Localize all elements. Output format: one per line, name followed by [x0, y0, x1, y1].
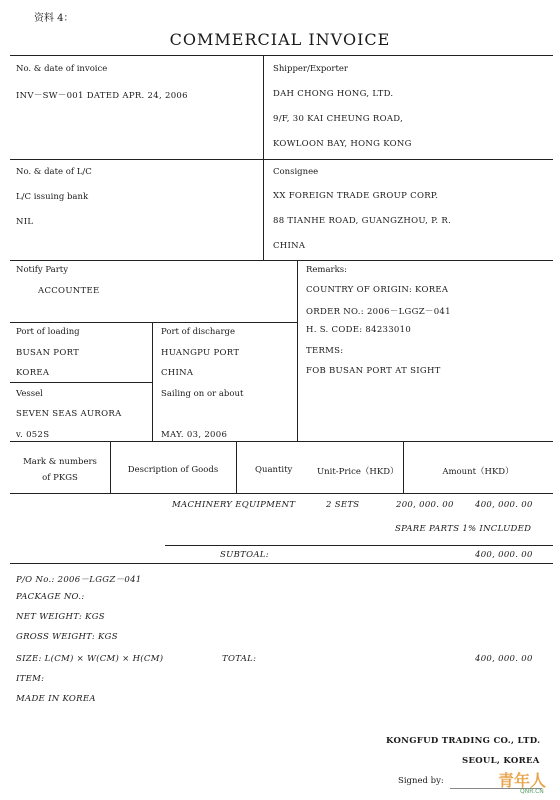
divider [10, 322, 297, 323]
remarks-line-1: COUNTRY OF ORIGIN: KOREA [306, 285, 449, 295]
loading-line-1: BUSAN PORT [16, 348, 80, 358]
discharge-label: Port of discharge [161, 327, 235, 337]
discharge-line-1: HUANGPU PORT [161, 348, 240, 358]
lc-bank-label: L/C issuing bank [16, 192, 89, 202]
remarks-line-2: ORDER NO.: 2006－LGGZ－041 [306, 307, 451, 317]
remarks-line-3: H. S. CODE: 84233010 [306, 325, 412, 335]
divider [297, 260, 298, 441]
package-size: SIZE: L(CM) × W(CM) × H(CM) [16, 654, 164, 664]
notify-value: ACCOUNTEE [38, 286, 100, 296]
divider [152, 322, 153, 441]
consignee-line-2: 88 TIANHE ROAD, GUANGZHOU, P. R. [273, 216, 452, 226]
watermark-logo: 青年人 [498, 771, 547, 790]
remarks-label: Remarks: [306, 265, 347, 275]
invoice-label: No. & date of invoice [16, 64, 108, 74]
col-amount-header: Amount（HKD） [442, 467, 514, 477]
loading-label: Port of loading [16, 327, 80, 337]
item-note: SPARE PARTS 1% INCLUDED [395, 524, 532, 534]
consignee-label: Consignee [273, 167, 319, 177]
po-number: P/O No.: 2006－LGGZ－041 [16, 575, 142, 585]
consignee-line-1: XX FOREIGN TRADE GROUP CORP. [273, 191, 439, 201]
company-city: SEOUL, KOREA [462, 756, 540, 766]
divider [10, 260, 553, 261]
divider [10, 55, 553, 56]
shipper-line-1: DAH CHONG HONG, LTD. [273, 89, 394, 99]
invoice-value: INV－SW－001 DATED APR. 24, 2006 [16, 91, 188, 101]
watermark-site: QNR.CN [520, 788, 544, 795]
divider [10, 441, 553, 442]
page-title: COMMERCIAL INVOICE [169, 30, 391, 49]
lc-value: NIL [16, 217, 34, 227]
divider [165, 545, 553, 546]
company-name: KONGFUD TRADING CO., LTD. [386, 736, 541, 746]
consignee-line-3: CHINA [273, 241, 306, 251]
net-weight: NET WEIGHT: KGS [16, 612, 105, 622]
sailing-value: MAY. 03, 2006 [161, 430, 228, 440]
item-field: ITEM: [16, 674, 45, 684]
divider [10, 159, 553, 160]
shipper-line-3: KOWLOON BAY, HONG KONG [273, 139, 412, 149]
divider [10, 493, 553, 494]
vessel-line-1: SEVEN SEAS AURORA [16, 409, 122, 419]
col-unit-price-header: Unit-Price（HKD） [317, 467, 399, 477]
vessel-label: Vessel [16, 389, 43, 399]
sailing-label: Sailing on or about [161, 389, 244, 399]
total-value: 400, 000. 00 [475, 654, 533, 664]
shipper-label: Shipper/Exporter [273, 64, 348, 74]
divider [236, 441, 237, 493]
divider [10, 382, 152, 383]
doc-label: 资料 4： [34, 13, 74, 24]
remarks-line-5: FOB BUSAN PORT AT SIGHT [306, 366, 441, 376]
item-description: MACHINERY EQUIPMENT [172, 500, 296, 510]
lc-label: No. & date of L/C [16, 167, 92, 177]
col-marks-header: Mark & numbers [23, 457, 97, 467]
origin-note: MADE IN KOREA [16, 694, 96, 704]
vessel-line-2: v. 052S [16, 430, 50, 440]
col-marks-header-2: of PKGS [42, 473, 78, 483]
subtotal-value: 400, 000. 00 [475, 550, 533, 560]
signed-by-label: Signed by: [398, 776, 444, 786]
loading-line-2: KOREA [16, 368, 50, 378]
col-quantity-header: Quantity [255, 465, 293, 475]
col-description-header: Description of Goods [127, 465, 219, 475]
discharge-line-2: CHINA [161, 368, 194, 378]
package-number: PACKAGE NO.: [16, 592, 85, 602]
divider [263, 55, 264, 261]
total-label: TOTAL: [222, 654, 257, 664]
subtotal-label: SUBTOAL: [220, 550, 269, 560]
item-quantity: 2 SETS [326, 500, 360, 510]
item-unit-price: 200, 000. 00 [396, 500, 454, 510]
item-amount: 400, 000. 00 [475, 500, 533, 510]
divider [10, 563, 553, 564]
remarks-line-4: TERMS: [306, 346, 344, 356]
notify-label: Notify Party [16, 265, 69, 275]
shipper-line-2: 9/F, 30 KAI CHEUNG ROAD, [273, 114, 404, 124]
gross-weight: GROSS WEIGHT: KGS [16, 632, 118, 642]
